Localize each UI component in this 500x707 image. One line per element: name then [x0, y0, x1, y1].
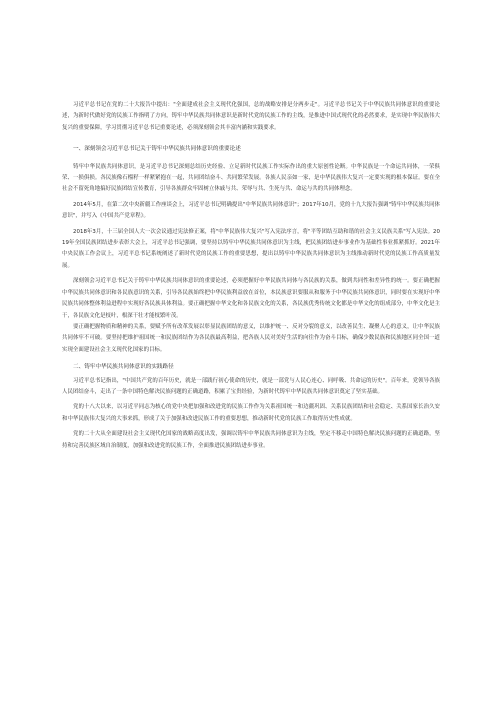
- paragraph-8: 党的二十大从全面建设社会主义现代化国家的战略高度出发，强调以铸牢中华民族共同体意识为主线，坚定不移走中国特色解决民族问题的正确道路，坚持和完善民族区域自治制度，加强和改进党的民族工作，全面推进民族团结进步事业。: [62, 431, 440, 449]
- section-heading-2: 二、铸牢中华民族共同体意识的实践路径: [73, 364, 174, 371]
- paragraph-7: 党的十八大以来，以习近平同志为核心的党中央把加强和改进党的民族工作作为关系祖国统一和边疆巩固、关系民族团结和社会稳定、关系国家长治久安和中华民族伟大复兴的大事来抓，形成了关于加强和改进民族工作的重要思想，推动新时代党的民族工作取得历史性成就。: [62, 404, 440, 422]
- paragraph-4: 深刻领会习近平总书记关于铸牢中华民族共同体意识的重要论述，必须把握好中华民族共同体与各民族的关系，做到共同性和差异性的统一。要正确把握中华民族共同体意识和各民族意识的关系，引导各民族始终把中华民族利益放在首位，本民族意识要服从和服务于中华民族共同体意识，同时要在实现好中华民族共同体整体利益进程中实现好各民族具体利益。要正确把握中华文化和各民族文化的关系，各民族优秀传统文化都是中华文化的组成部分，中华文化是主干，各民族文化是枝叶，根深干壮才能枝繁叶茂。: [62, 278, 440, 319]
- document-body: [62, 100, 440, 452]
- paragraph-6: 习近平总书记指出，"中国共产党的百年历史，就是一部践行初心使命的历史，就是一部党与人民心连心、同呼吸、共命运的历史"。百年来，党领导各族人民团结奋斗，走出了一条中国特色解决民族问题的正确道路，积累了宝贵经验，为新时代铸牢中华民族共同体意识奠定了坚实基础。: [62, 377, 440, 395]
- section-heading-1: 一、深刻领会习近平总书记关于铸牢中华民族共同体意识的重要论述: [73, 146, 241, 153]
- paragraph-1: 铸牢中华民族共同体意识，是习近平总书记深刻总结历史经验、立足新时代民族工作实际作出的重大原创性论断。中华民族是一个命运共同体，一荣俱荣、一损俱损。各民族像石榴籽一样紧紧抱在一起，共同团结奋斗、共同繁荣发展。各族人民亲如一家，是中华民族伟大复兴一定要实现的根本保证。要在全社会不留死角地搞好民族团结宣传教育，引导各族群众牢固树立休戚与共、荣辱与共、生死与共、命运与共的共同体理念。: [62, 163, 440, 193]
- paragraph-5: 要正确把握物质和精神的关系，要赋予所有改革发展以彰显民族团结的意义，以维护统一、反对分裂的意义，以改善民生、凝聚人心的意义，让中华民族共同体牢不可破。要坚持把维护祖国统一和民族团结作为各民族最高利益，把各族人民对美好生活的向往作为奋斗目标，确保少数民族和民族地区同全国一道实现全面建设社会主义现代化国家的目标。: [62, 323, 440, 353]
- intro-paragraph: 习近平总书记在党的二十大报告中提出："全面建成社会主义现代化强国，总的战略安排是分两步走"。习近平总书记关于中华民族共同体意识的重要论述，为新时代做好党的民族工作指明了方向，铸牢中华民族共同体意识是新时代党的民族工作的主线，是推进中国式现代化的必然要求，是实现中华民族伟大复兴的重要保障，学习贯彻习近平总书记重要论述，必须深刻领会其丰富内涵和实践要求。: [62, 102, 440, 131]
- paragraph-3: 2018年3月，十三届全国人大一次会议通过宪法修正案，将"中华民族伟大复兴"写入宪法序言，将"平等团结互助和谐的社会主义民族关系"写入宪法。2019年全国民族团结进步表彰大会上，习近平总书记强调，要坚持以铸牢中华民族共同体意识为主线，把民族团结进步事业作为基础性事业抓紧抓好。2021年中央民族工作会议上，习近平总书记系统阐述了新时代党的民族工作的重要思想，提出以铸牢中华民族共同体意识为主线推动新时代党的民族工作高质量发展。: [62, 228, 440, 269]
- paragraph-2: 2014年5月，在第二次中央新疆工作座谈会上，习近平总书记明确提出"中华民族共同体意识"；2017年10月，党的十九大报告强调"铸牢中华民族共同体意识"，并写入《中国共产党章程》。: [62, 201, 440, 220]
